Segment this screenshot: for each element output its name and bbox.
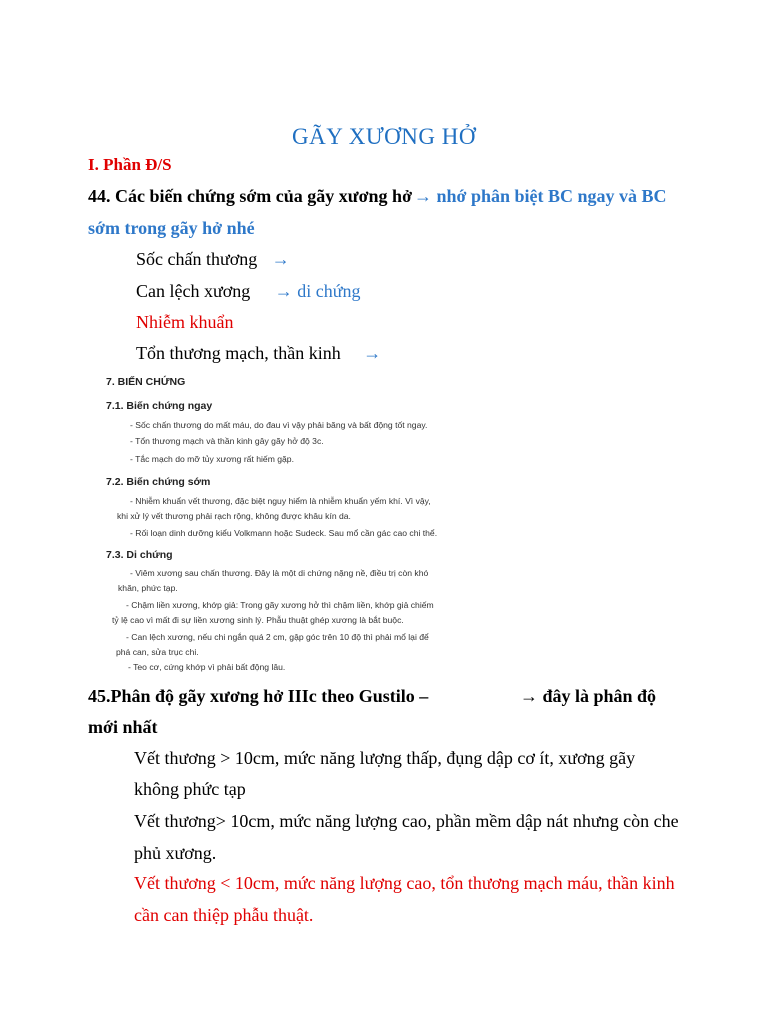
arrow-right-icon: → [520,686,538,706]
figure-line: - Sốc chấn thương do mất máu, do đau vì vậy phải băng và bất động tốt ngay. [130,420,428,430]
figure-line: khăn, phức tạp. [118,583,178,593]
figure-line: - Can lệch xương, nếu chi ngắn quá 2 cm, gập góc trên 10 độ thì phải mổ lại để [126,632,429,642]
figure-line: tỷ lệ cao vì mất đi sự liền xương sinh lý. Phẫu thuật ghép xương là bắt buộc. [112,615,404,625]
figure-line: - Teo cơ, cứng khớp vì phải bất động lâu. [128,662,286,672]
option-44-d [136,343,381,364]
option-45-c-line1: Vết thương < 10cm, mức năng lượng cao, tổn thương mạch máu, thần kinh [134,873,675,893]
question-44-note-line2: sớm trong gãy hở nhé [88,218,255,238]
option-45-b-line1: Vết thương> 10cm, mức năng lượng cao, phần mềm dập nát nhưng còn che [134,811,679,831]
note-text: nhớ phân biệt BC ngay và BC [436,186,667,206]
figure-line: - Tổn thương mạch và thần kinh gây gãy hở độ 3c. [130,436,324,446]
arrow-right-icon: → [271,249,290,269]
option-44-c: Nhiễm khuẩn [136,312,234,332]
question-44-note-line1 [414,186,667,207]
figure-line: - Nhiễm khuẩn vết thương, đặc biệt nguy hiểm là nhiễm khuẩn yếm khí. Vì vậy, [130,496,431,506]
figure-line: phá can, sửa trục chi. [116,647,199,657]
figure-section-2-title: 7.2. Biến chứng sớm [106,476,211,488]
option-45-c-line2: cần can thiệp phẫu thuật. [134,905,314,925]
option-text: Tổn thương mạch, thần kinh [136,343,341,363]
figure-line: khi xử lý vết thương phải rạch rộng, không được khâu kín da. [117,511,351,521]
option-45-a-line2: không phức tạp [134,779,246,799]
arrow-right-icon: → [363,343,382,363]
question-45: 45.Phân độ gãy xương hở IIIc theo Gustilo – [88,686,429,706]
option-45-b-line2: phủ xương. [134,843,217,863]
figure-heading: 7. BIẾN CHỨNG [106,376,186,388]
question-45-note-line2: mới nhất [88,717,158,737]
option-text: Can lệch xương [136,281,251,301]
section-heading: I. Phần Đ/S [88,155,172,174]
arrow-right-icon: → [414,186,432,206]
option-45-a-line1: Vết thương > 10cm, mức năng lượng thấp, đụng dập cơ ít, xương gãy [134,748,636,768]
figure-line: - Rối loạn dinh dưỡng kiểu Volkmann hoặc Sudeck. Sau mổ cần gác cao chi thể. [130,528,438,538]
question-44: 44. Các biến chứng sớm của gãy xương hở [88,186,413,206]
page-title: GÃY XƯƠNG HỞ [292,124,476,149]
option-44-b [136,281,361,302]
textbook-excerpt-figure [100,372,492,674]
option-note: di chứng [297,281,361,301]
option-text: Sốc chấn thương [136,249,258,269]
arrow-right-icon: → [274,281,293,301]
figure-line: - Viêm xương sau chấn thương. Đây là một di chứng nặng nề, điều trị còn khó [130,568,429,578]
figure-section-1-title: 7.1. Biến chứng ngay [106,400,213,412]
option-44-a [136,249,290,270]
figure-section-3-title: 7.3. Di chứng [106,549,173,561]
note-text: đây là phân độ [542,686,657,706]
figure-line: - Tắc mạch do mỡ tủy xương rất hiếm gặp. [130,454,294,464]
figure-line: - Chậm liền xương, khớp giả: Trong gãy xương hở thì chậm liền, khớp giả chiếm [126,600,434,610]
question-45-note-line1 [520,686,656,707]
